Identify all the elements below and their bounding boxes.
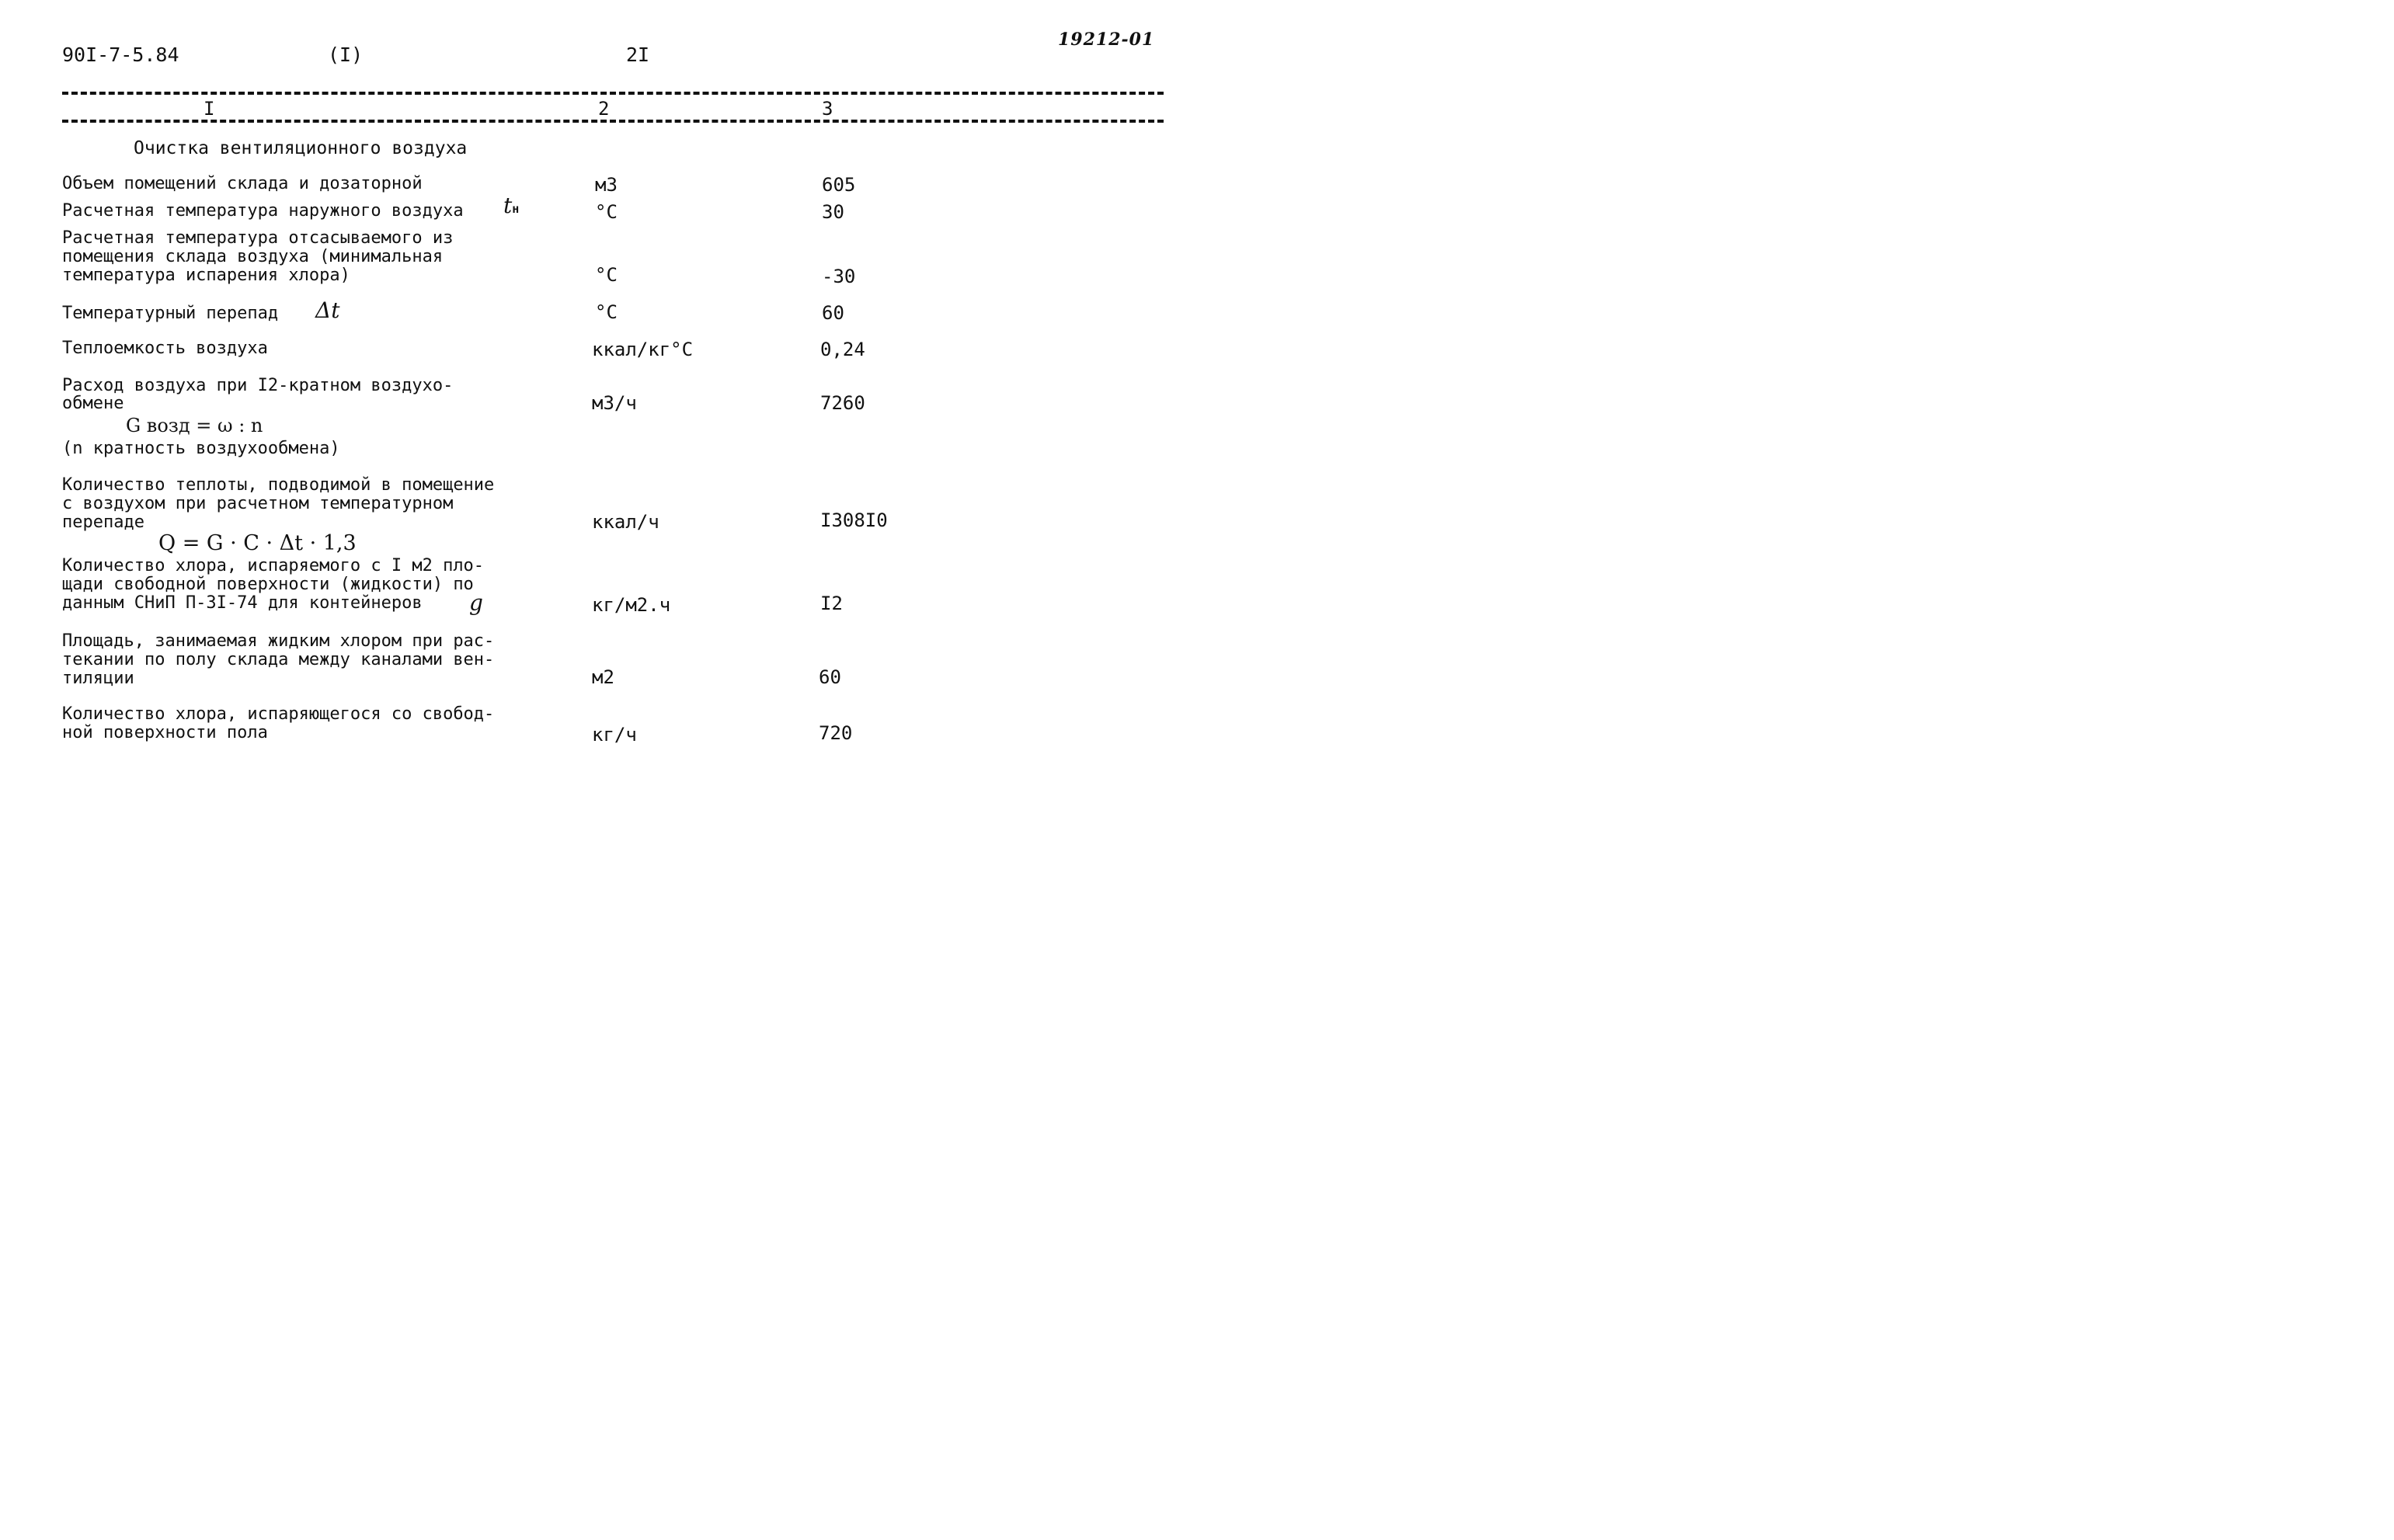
column-number-2: 2 bbox=[598, 98, 610, 120]
row-value: 0,24 bbox=[820, 339, 865, 360]
row-label: Расход воздуха при I2-кратном воздухо- bbox=[62, 376, 454, 395]
row-unit: м2 bbox=[592, 666, 614, 688]
row-label: перепаде bbox=[62, 513, 144, 532]
row-value: I308I0 bbox=[820, 509, 888, 531]
row-unit: ккал/кг°С bbox=[592, 339, 694, 360]
part-number: (I) bbox=[328, 43, 364, 66]
row-unit: м3/ч bbox=[592, 392, 637, 414]
row-label: Количество хлора, испаряющегося со свобод- bbox=[62, 704, 495, 724]
row-label: Температурный перепад bbox=[62, 304, 279, 323]
row-label: Теплоемкость воздуха bbox=[62, 339, 268, 358]
row-label: ной поверхности пола bbox=[62, 723, 268, 742]
row-unit: кг/ч bbox=[592, 724, 637, 746]
row-label: Объем помещений склада и дозаторной bbox=[62, 174, 423, 193]
formula-air-flow: G возд = ω : n bbox=[126, 415, 263, 436]
row-label: с воздухом при расчетном температурном bbox=[62, 494, 454, 513]
row-unit: кг/м2.ч bbox=[592, 594, 671, 616]
row-unit: ккал/ч bbox=[592, 511, 659, 533]
column-number-3: 3 bbox=[822, 98, 833, 120]
row-value: I2 bbox=[820, 593, 843, 614]
row-label: текании по полу склада между каналами вен- bbox=[62, 650, 495, 669]
row-label: Расчетная температура наружного воздуха bbox=[62, 201, 464, 221]
row-unit: °С bbox=[595, 301, 618, 323]
row-value: 7260 bbox=[820, 392, 865, 414]
section-title: Очистка вентиляционного воздуха bbox=[134, 138, 468, 158]
symbol-g: g bbox=[469, 590, 483, 616]
row-unit: м3 bbox=[595, 174, 618, 196]
row-label: тиляции bbox=[62, 669, 134, 688]
document-code: 90I-7-5.84 bbox=[62, 43, 179, 66]
row-label: Площадь, занимаемая жидким хлором при рас- bbox=[62, 631, 495, 651]
column-header-bottom-rule bbox=[62, 120, 1164, 123]
row-label: обмене bbox=[62, 394, 124, 413]
row-label: температура испарения хлора) bbox=[62, 266, 350, 285]
row-label: щади свободной поверхности (жидкости) по bbox=[62, 575, 474, 594]
row-note: (n кратность воздухообмена) bbox=[62, 439, 340, 458]
symbol-delta-t: Δt bbox=[315, 297, 340, 323]
row-label: Количество хлора, испаряемого с I м2 пло- bbox=[62, 556, 485, 575]
row-value: 60 bbox=[822, 302, 844, 324]
page-number: 2I bbox=[626, 43, 650, 66]
row-label: Количество теплоты, подводимой в помещение bbox=[62, 475, 495, 495]
row-value: 605 bbox=[822, 174, 856, 196]
symbol-t-outdoor: tн bbox=[503, 193, 520, 218]
row-value: 720 bbox=[819, 722, 853, 744]
row-value: 30 bbox=[822, 201, 844, 223]
row-unit: °С bbox=[595, 201, 618, 223]
row-value: -30 bbox=[822, 266, 856, 287]
formula-heat: Q = G · C · Δt · 1,3 bbox=[158, 531, 357, 555]
row-label: помещения склада воздуха (минимальная bbox=[62, 247, 444, 266]
row-label: Расчетная температура отсасываемого из bbox=[62, 228, 454, 248]
row-label: данным СНиП П-3I-74 для контейнеров bbox=[62, 593, 423, 613]
column-header-top-rule bbox=[62, 92, 1164, 95]
row-unit: °С bbox=[595, 264, 618, 286]
column-number-1: I bbox=[204, 98, 215, 120]
handwritten-stamp: 19212-01 bbox=[1058, 30, 1155, 50]
row-value: 60 bbox=[819, 666, 841, 688]
